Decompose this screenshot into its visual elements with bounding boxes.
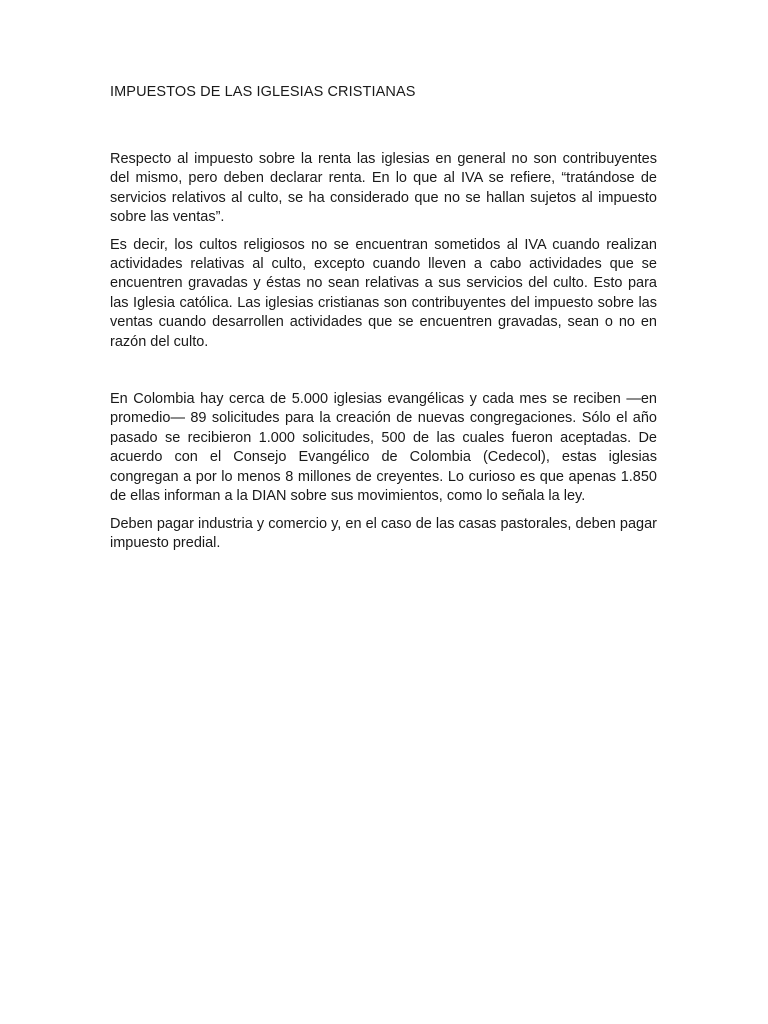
- paragraph-cultos-iva: Es decir, los cultos religiosos no se encuentran sometidos al IVA cuando realizan actividades relativas al culto, excepto cuando lleven a cabo actividades que se encuentren gravadas y éstas no sean relativas a sus servicios del culto. Esto para las Iglesia católica. Las iglesias cristianas son contribuyentes del impuesto sobre las ventas cuando desarrollen actividades que se encuentren gravadas, sean o no en razón del culto.: [110, 236, 657, 350]
- document-page: [110, 82, 657, 561]
- paragraph-colombia-iglesias: En Colombia hay cerca de 5.000 iglesias evangélicas y cada mes se reciben —en promedio— 89 solicitudes para la creación de nuevas congregaciones. Sólo el año pasado se recibieron 1.000 solicitudes, 500 de las cuales fueron aceptadas. De acuerdo con el Consejo Evangélico de Colombia (Cedecol), estas iglesias congregan a por lo menos 8 millones de creyentes. Lo curioso es que apenas 1.850 de ellas informan a la DIAN sobre sus movimientos, como lo señala la ley.: [110, 391, 657, 505]
- paragraph-industria-comercio: Deben pagar industria y comercio y, en el caso de las casas pastorales, deben pagar impuesto predial.: [110, 515, 657, 551]
- document-title: IMPUESTOS DE LAS IGLESIAS CRISTIANAS: [110, 84, 416, 100]
- paragraph-renta-iva: Respecto al impuesto sobre la renta las iglesias en general no son contribuyentes del mismo, pero deben declarar renta. En lo que al IVA se refiere, “tratándose de servicios relativos al culto, se ha considerado que no se hallan sujetos al impuesto sobre las ventas”.: [110, 151, 657, 226]
